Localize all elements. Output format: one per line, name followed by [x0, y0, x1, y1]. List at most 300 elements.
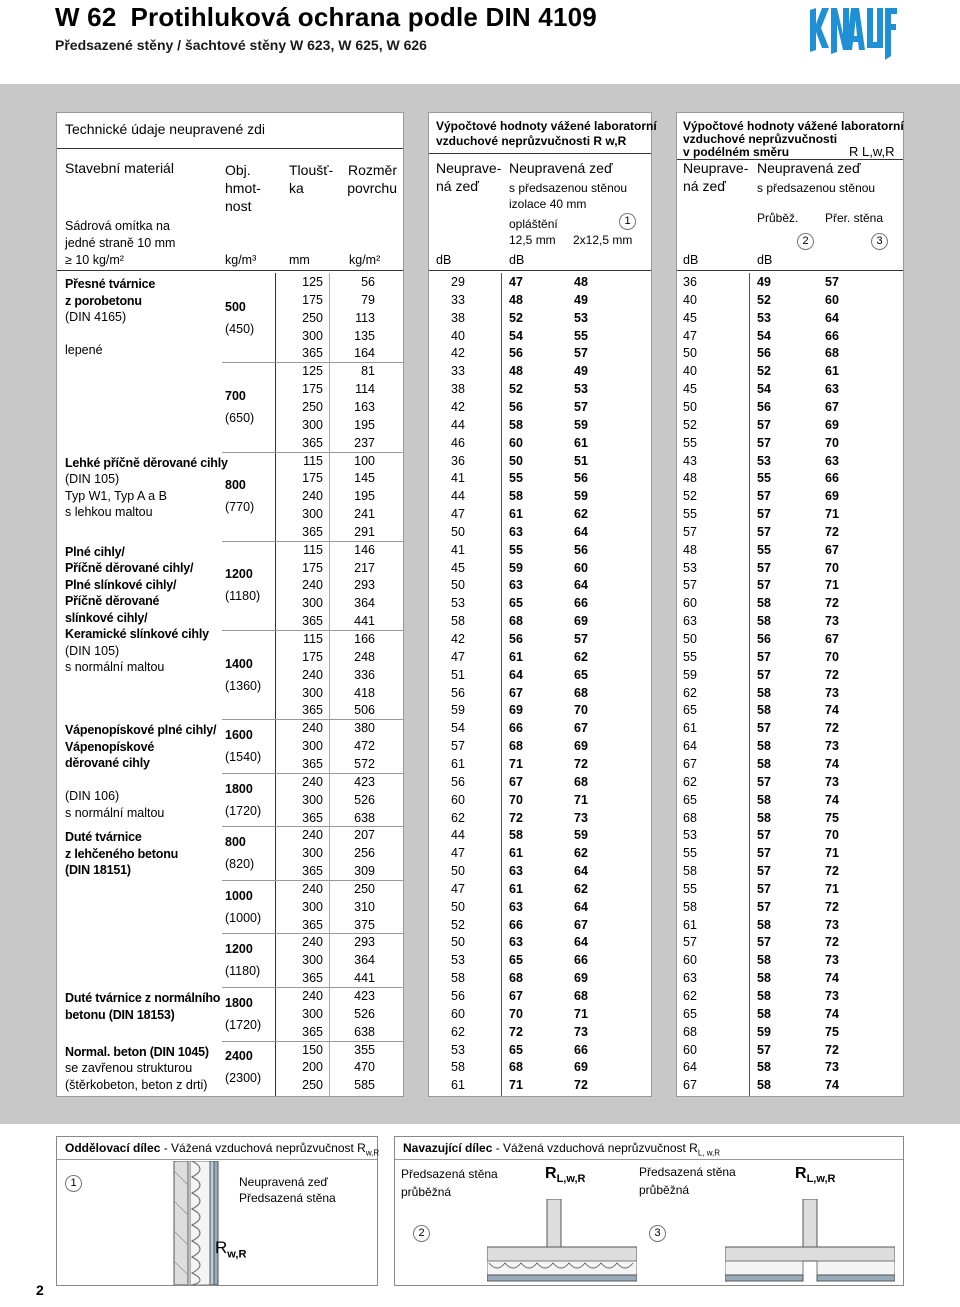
adj-r-label-1: $R_{L,w,R}$	[545, 1165, 586, 1186]
r-wr-2x-cell: 64	[574, 899, 588, 914]
rl-plain-cell: 67	[683, 1078, 697, 1093]
rl-continuous-cell: 58	[757, 953, 771, 968]
mass-cell: 256	[354, 846, 375, 861]
adj-label-1b: průběžná	[401, 1185, 452, 1199]
sep-title: Oddělovací dílec - Vážená vzduchová neprůzvučnost $R_{w,R}$	[65, 1141, 380, 1158]
material-line: z porobetonu	[65, 293, 142, 308]
r-wr-1x-cell: 70	[509, 792, 523, 807]
r-wr-1x-cell: 63	[509, 935, 523, 950]
material-line: se zavřenou strukturou	[65, 1061, 193, 1076]
r-wr-1x-cell: 68	[509, 739, 523, 754]
r-wr-1x-cell: 63	[509, 864, 523, 879]
rl-interrupted-cell: 73	[825, 989, 839, 1003]
r-wr-2x-cell: 68	[574, 989, 588, 1003]
rl-plain-cell: 48	[683, 471, 697, 486]
r-wr-2x-cell: 56	[574, 542, 588, 557]
right-col1: Neupravе-	[683, 160, 749, 176]
rl-continuous-cell: 57	[757, 649, 771, 664]
material-line: s normální maltou	[65, 660, 165, 675]
r-wr-2x-cell: 64	[574, 578, 588, 593]
rl-interrupted-cell: 63	[825, 453, 839, 468]
r-wr-2x-cell: 48	[574, 275, 588, 289]
r-wr-plain-cell: 50	[451, 935, 465, 950]
rl-plain-cell: 50	[683, 399, 697, 414]
material-line: Příčně děrované	[65, 594, 160, 609]
mass-cell: 114	[355, 382, 375, 397]
rl-interrupted-cell: 69	[825, 417, 839, 432]
rl-interrupted-cell: 67	[825, 399, 839, 414]
rl-interrupted-cell: 70	[825, 828, 839, 843]
r-wr-plain-cell: 51	[451, 667, 465, 682]
r-wr-1x-cell: 61	[509, 846, 523, 861]
thickness-cell: 150	[302, 1042, 323, 1057]
r-wr-1x-cell: 59	[509, 560, 523, 575]
rl-continuous-cell: 58	[757, 739, 771, 754]
right-unit1: dB	[683, 253, 699, 267]
r-wr-2x-cell: 66	[574, 953, 588, 968]
r-wr-2x-cell: 59	[574, 489, 588, 504]
mass-cell: 355	[354, 1042, 375, 1057]
rl-plain-cell: 55	[683, 507, 697, 522]
doc-code: W 62	[55, 2, 117, 32]
rl-continuous-cell: 57	[757, 435, 771, 450]
r-wr-1x-cell: 70	[509, 1006, 523, 1021]
unit-thickness: mm	[289, 253, 310, 267]
mass-cell: 81	[361, 364, 375, 379]
density-value: 1400	[225, 656, 253, 671]
material-line: Vápenopískové plné cihly/	[65, 723, 217, 738]
thickness-cell: 365	[302, 756, 323, 771]
r-wr-plain-cell: 41	[451, 471, 465, 486]
wall-section-drawing	[172, 1161, 220, 1285]
right-heading-3: v podélném směru	[683, 145, 790, 159]
r-wr-1x-cell: 52	[509, 310, 523, 325]
rl-interrupted-cell: 74	[825, 756, 839, 771]
mass-cell: 526	[354, 1006, 375, 1021]
mid-col2: Neupravená zeď	[509, 160, 613, 176]
rl-continuous-cell: 55	[757, 471, 771, 486]
r-wr-1x-cell: 68	[509, 971, 523, 986]
thickness-cell: 240	[302, 881, 323, 896]
density-value: 1800	[225, 995, 253, 1010]
density-value: 1000	[225, 888, 253, 903]
rl-continuous-cell: 58	[757, 596, 771, 611]
adj-r-label-2: $R_{L,w,R}$	[795, 1165, 836, 1186]
mass-cell: 380	[354, 721, 375, 736]
mid-col1: Neupravе-	[436, 160, 502, 176]
r-wr-2x-cell: 70	[574, 703, 588, 718]
rl-continuous-cell: 58	[757, 917, 771, 932]
density-value: 500	[225, 299, 246, 314]
group-divider	[222, 933, 403, 934]
r-wr-2x-cell: 53	[574, 310, 588, 325]
mass-cell: 364	[354, 596, 375, 611]
r-wr-2x-cell: 62	[574, 649, 588, 664]
material-line: s normální maltou	[65, 805, 165, 820]
r-wr-plain-cell: 62	[451, 810, 465, 825]
r-wr-2x-cell: 71	[574, 1006, 588, 1021]
rl-interrupted-cell: 74	[825, 1006, 839, 1021]
r-wr-1x-cell: 65	[509, 1042, 523, 1057]
rl-continuous-cell: 57	[757, 935, 771, 950]
rl-plain-cell: 63	[683, 971, 697, 986]
rl-plain-cell: 58	[683, 864, 697, 879]
thickness-cell: 175	[302, 382, 323, 397]
mass-cell: 309	[354, 864, 375, 879]
r-wr-plain-cell: 38	[451, 382, 465, 397]
r-wr-1x-cell: 60	[509, 435, 523, 450]
rl-interrupted-cell: 66	[825, 328, 839, 343]
rl-plain-cell: 64	[683, 739, 697, 754]
rl-interrupted-cell: 73	[825, 1060, 839, 1075]
thickness-cell: 300	[302, 507, 323, 522]
r-wr-2x-cell: 72	[574, 1078, 588, 1093]
thickness-cell: 240	[302, 667, 323, 682]
r-wr-1x-cell: 56	[509, 632, 523, 646]
r-wr-1x-cell: 65	[509, 596, 523, 611]
rl-continuous-cell: 57	[757, 1042, 771, 1057]
rl-plain-cell: 60	[683, 596, 697, 611]
rl-interrupted-cell: 64	[825, 310, 839, 325]
r-wr-plain-cell: 42	[451, 632, 465, 646]
rl-continuous-cell: 58	[757, 685, 771, 700]
density-value: 1200	[225, 942, 253, 957]
rl-continuous-cell: 58	[757, 756, 771, 771]
mass-cell: 423	[354, 774, 375, 789]
r-wr-2x-cell: 62	[574, 507, 588, 522]
rl-plain-cell: 45	[683, 382, 697, 397]
r-wr-2x-cell: 57	[574, 632, 588, 646]
rl-plain-cell: 55	[683, 435, 697, 450]
r-wr-2x-cell: 72	[574, 756, 588, 771]
r-wr-1x-cell: 67	[509, 989, 523, 1003]
mass-cell: 56	[361, 275, 375, 289]
adj-circle-3: 3	[649, 1225, 666, 1242]
rl-continuous-cell: 57	[757, 667, 771, 682]
rl-plain-cell: 48	[683, 542, 697, 557]
thickness-cell: 300	[302, 953, 323, 968]
r-wr-1x-cell: 64	[509, 667, 523, 682]
r-wr-1x-cell: 61	[509, 507, 523, 522]
material-line: (DIN 4165)	[65, 310, 127, 324]
thickness-cell: 175	[302, 649, 323, 664]
rl-interrupted-cell: 61	[825, 364, 839, 379]
r-wr-2x-cell: 68	[574, 685, 588, 700]
r-wr-2x-cell: 59	[574, 828, 588, 843]
rl-plain-cell: 61	[683, 917, 697, 932]
rl-plain-cell: 62	[683, 989, 697, 1003]
rl-interrupted-cell: 72	[825, 1042, 839, 1057]
r-wr-plain-cell: 47	[451, 649, 465, 664]
r-wr-2x-cell: 69	[574, 971, 588, 986]
rl-continuous-cell: 58	[757, 971, 771, 986]
mass-cell: 364	[354, 953, 375, 968]
r-wr-plain-cell: 60	[451, 1006, 465, 1021]
rl-interrupted-cell: 57	[825, 275, 839, 289]
material-line: z lehčeného betonu	[65, 846, 179, 861]
material-line: děrované cihly	[65, 756, 150, 771]
thickness-cell: 300	[302, 685, 323, 700]
mass-cell: 526	[354, 792, 375, 807]
right-s2: Přer. stěna	[825, 211, 884, 225]
rl-continuous-cell: 57	[757, 560, 771, 575]
rl-plain-cell: 43	[683, 453, 697, 468]
mass-cell: 248	[354, 649, 375, 664]
mid-unit2: dB	[509, 253, 525, 267]
thickness-cell: 365	[302, 1024, 323, 1039]
thickness-cell: 300	[302, 846, 323, 861]
material-line: (DIN 106)	[65, 789, 120, 804]
rl-plain-cell: 47	[683, 328, 697, 343]
unit-mass: kg/m²	[349, 253, 381, 267]
density-value: 2400	[225, 1049, 253, 1064]
variant-1-marker: 1	[619, 213, 636, 230]
r-wr-2x-cell: 55	[574, 328, 588, 343]
r-wr-2x-cell: 69	[574, 614, 588, 629]
rl-interrupted-cell: 60	[825, 292, 839, 307]
rl-interrupted-cell: 72	[825, 935, 839, 950]
r-wr-plain-cell: 40	[451, 328, 465, 343]
material-line: Duté tvárnice	[65, 830, 142, 845]
rl-plain-cell: 58	[683, 899, 697, 914]
rl-plain-cell: 67	[683, 756, 697, 771]
r-wr-2x-cell: 64	[574, 935, 588, 950]
right-rlabel: R L,w,R	[849, 144, 895, 159]
density-value: 1600	[225, 728, 253, 743]
material-line: Typ W1, Typ A a B	[65, 488, 167, 503]
rl-plain-cell: 36	[683, 275, 697, 289]
mass-cell: 195	[354, 489, 375, 504]
r-wr-2x-cell: 51	[574, 453, 588, 468]
rl-continuous-cell: 58	[757, 792, 771, 807]
mass-cell: 472	[354, 739, 375, 754]
r-wr-plain-cell: 62	[451, 1024, 465, 1039]
note-plaster-3: ≥ 10 kg/m²	[65, 253, 124, 267]
right-s1: Průběž.	[757, 211, 799, 225]
thickness-cell: 240	[302, 989, 323, 1003]
thickness-cell: 125	[302, 275, 323, 289]
rl-interrupted-cell: 73	[825, 614, 839, 629]
rl-interrupted-cell: 67	[825, 542, 839, 557]
r-wr-1x-cell: 63	[509, 578, 523, 593]
group-divider	[222, 826, 403, 827]
mid-col2b: s předsazenou stěnou	[509, 181, 628, 195]
rl-plain-cell: 63	[683, 614, 697, 629]
r-wr-plain-cell: 38	[451, 310, 465, 325]
r-wr-2x-cell: 56	[574, 471, 588, 486]
r-wr-plain-cell: 46	[451, 435, 465, 450]
page-title	[55, 2, 597, 33]
right-col2: Neupravená zeď	[757, 160, 861, 176]
mass-cell: 418	[354, 685, 375, 700]
rl-continuous-cell: 58	[757, 810, 771, 825]
rl-continuous-cell: 49	[757, 275, 771, 289]
density-value: 800	[225, 835, 246, 850]
thickness-cell: 300	[302, 792, 323, 807]
r-wr-1x-cell: 52	[509, 382, 523, 397]
r-wr-2x-cell: 64	[574, 524, 588, 539]
r-wr-2x-cell: 64	[574, 864, 588, 879]
group-divider	[222, 630, 403, 631]
r-wr-1x-cell: 63	[509, 899, 523, 914]
rl-plain-cell: 68	[683, 810, 697, 825]
thickness-cell: 240	[302, 774, 323, 789]
rl-interrupted-cell: 70	[825, 435, 839, 450]
mass-cell: 423	[354, 989, 375, 1003]
mass-cell: 375	[354, 917, 375, 932]
r-wr-1x-cell: 69	[509, 703, 523, 718]
r-wr-plain-cell: 44	[451, 828, 465, 843]
r-wr-2x-cell: 49	[574, 292, 588, 307]
rl-interrupted-cell: 68	[825, 346, 839, 361]
separating-element-box	[56, 1136, 378, 1286]
adj-circle-2: 2	[413, 1225, 430, 1242]
density-range: (650)	[225, 410, 255, 425]
thickness-cell: 300	[302, 328, 323, 343]
r-wr-2x-cell: 66	[574, 596, 588, 611]
rl-plain-cell: 40	[683, 292, 697, 307]
r-wr-plain-cell: 50	[451, 864, 465, 879]
rl-interrupted-cell: 72	[825, 899, 839, 914]
r-wr-1x-cell: 55	[509, 542, 523, 557]
r-wr-1x-cell: 68	[509, 614, 523, 629]
lab-values-panel	[428, 112, 657, 1097]
r-wr-1x-cell: 66	[509, 721, 523, 736]
r-wr-1x-cell: 58	[509, 828, 523, 843]
mass-cell: 207	[354, 828, 375, 843]
thickness-cell: 240	[302, 489, 323, 504]
rl-continuous-cell: 56	[757, 399, 771, 414]
mass-cell: 217	[354, 560, 375, 575]
thickness-cell: 300	[302, 596, 323, 611]
r-wr-plain-cell: 52	[451, 917, 465, 932]
r-wr-1x-cell: 50	[509, 453, 523, 468]
density-range: (1180)	[225, 589, 261, 604]
rl-interrupted-cell: 70	[825, 649, 839, 664]
rl-continuous-cell: 54	[757, 328, 771, 343]
r-wr-plain-cell: 42	[451, 399, 465, 414]
material-line: Normal. beton (DIN 1045)	[65, 1044, 209, 1059]
rl-continuous-cell: 57	[757, 524, 771, 539]
material-line: (DIN 18151)	[65, 863, 131, 878]
density-value: 800	[225, 478, 246, 493]
r-wr-2x-cell: 57	[574, 346, 588, 361]
r-wr-2x-cell: 67	[574, 917, 588, 932]
mass-cell: 135	[354, 328, 375, 343]
rl-plain-cell: 52	[683, 489, 697, 504]
rl-continuous-cell: 56	[757, 632, 771, 646]
thickness-cell: 300	[302, 1006, 323, 1021]
rl-continuous-cell: 58	[757, 1006, 771, 1021]
mass-cell: 336	[354, 667, 375, 682]
rl-interrupted-cell: 73	[825, 953, 839, 968]
r-wr-1x-cell: 54	[509, 328, 523, 343]
thickness-cell: 115	[303, 542, 323, 557]
material-line: s lehkou maltou	[65, 505, 153, 519]
r-wr-1x-cell: 56	[509, 399, 523, 414]
r-wr-1x-cell: 48	[509, 292, 523, 307]
mass-cell: 163	[354, 399, 375, 414]
right-unit2: dB	[757, 253, 773, 267]
r-wr-plain-cell: 47	[451, 881, 465, 896]
mass-cell: 195	[354, 417, 375, 432]
density-range: (770)	[225, 500, 255, 515]
material-line: Plné cihly/	[65, 544, 125, 559]
r-wr-1x-cell: 63	[509, 524, 523, 539]
thickness-cell: 365	[302, 810, 323, 825]
r-wr-2x-cell: 62	[574, 846, 588, 861]
rl-interrupted-cell: 75	[825, 1024, 839, 1039]
mid-col2c: izolace 40 mm	[509, 197, 587, 211]
group-divider	[222, 452, 403, 453]
rl-continuous-cell: 52	[757, 292, 771, 307]
rl-interrupted-cell: 71	[825, 507, 839, 522]
rl-continuous-cell: 57	[757, 881, 771, 896]
rl-continuous-cell: 58	[757, 989, 771, 1003]
r-wr-plain-cell: 47	[451, 846, 465, 861]
rl-plain-cell: 52	[683, 417, 697, 432]
material-line: Lehké příčně děrované cihly	[65, 455, 228, 470]
page-header	[0, 0, 960, 84]
material-line: Duté tvárnice z normálního	[65, 991, 221, 1005]
r-wr-2x-cell: 67	[574, 721, 588, 736]
rl-continuous-cell: 57	[757, 774, 771, 789]
variant-2-marker: 2	[797, 233, 814, 250]
rl-plain-cell: 68	[683, 1024, 697, 1039]
rl-plain-cell: 50	[683, 346, 697, 361]
r-wr-2x-cell: 65	[574, 667, 588, 682]
rl-continuous-cell: 57	[757, 846, 771, 861]
rl-interrupted-cell: 72	[825, 721, 839, 736]
rl-continuous-cell: 57	[757, 489, 771, 504]
density-value: 1800	[225, 781, 253, 796]
sep-r-label: $R_{w,R}$	[215, 1238, 247, 1261]
rl-plain-cell: 55	[683, 881, 697, 896]
thickness-cell: 300	[302, 417, 323, 432]
group-divider	[222, 541, 403, 542]
r-wr-plain-cell: 33	[451, 292, 465, 307]
material-line: Přesné tvárnice	[65, 277, 156, 291]
rl-continuous-cell: 55	[757, 542, 771, 557]
rl-continuous-cell: 58	[757, 703, 771, 718]
rl-interrupted-cell: 72	[825, 596, 839, 611]
rl-continuous-cell: 57	[757, 721, 771, 736]
rl-interrupted-cell: 73	[825, 739, 839, 754]
rl-interrupted-cell: 73	[825, 774, 839, 789]
mass-cell: 441	[354, 614, 375, 629]
r-wr-1x-cell: 71	[509, 1078, 523, 1093]
right-col1b: ná zeď	[683, 178, 726, 194]
density-range: (820)	[225, 857, 255, 872]
rl-continuous-cell: 52	[757, 364, 771, 379]
group-divider	[222, 362, 403, 363]
adjoining-element-box	[394, 1136, 904, 1286]
r-wr-2x-cell: 68	[574, 774, 588, 789]
rl-plain-cell: 50	[683, 632, 697, 646]
rl-continuous-cell: 57	[757, 899, 771, 914]
mid-heading-1: Výpočtové hodnoty vážené laboratorní	[436, 119, 657, 133]
variant-3-marker: 3	[871, 233, 888, 250]
col-thickness: Tloušť- ka	[289, 162, 334, 196]
density-value: 700	[225, 388, 246, 403]
right-heading-2: vzduchové neprůzvučnosti	[683, 132, 838, 146]
rl-interrupted-cell: 72	[825, 524, 839, 539]
rl-plain-cell: 57	[683, 524, 697, 539]
rl-continuous-cell: 58	[757, 1078, 771, 1093]
thickness-cell: 250	[302, 1078, 323, 1093]
thickness-cell: 115	[303, 453, 323, 468]
r-wr-2x-cell: 66	[574, 1042, 588, 1057]
